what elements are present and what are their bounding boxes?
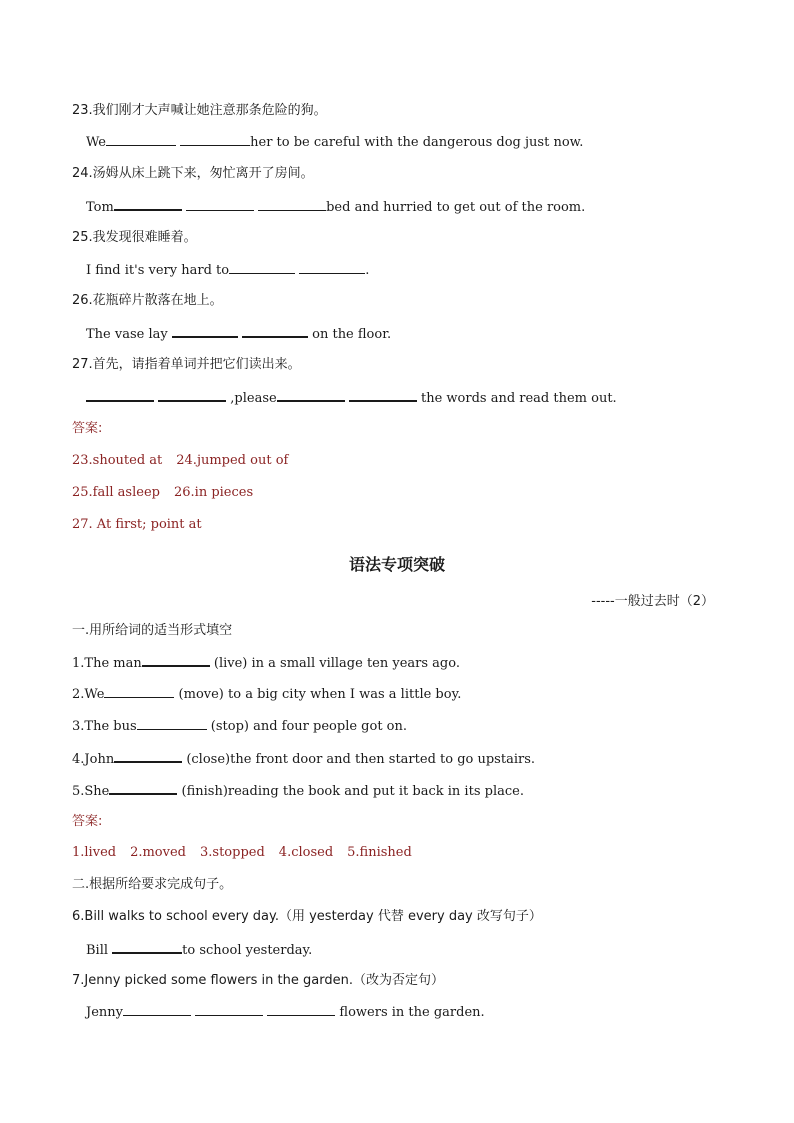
- q25-chinese: 25.我发现很难睡着。: [72, 230, 197, 245]
- q27-blank-4[interactable]: [349, 388, 417, 402]
- item-5-blank[interactable]: [109, 781, 177, 795]
- q23-blank-1[interactable]: [106, 133, 176, 146]
- q26-blank-2[interactable]: [242, 324, 308, 338]
- q26-chinese: 26.花瓶碎片散落在地上。: [72, 293, 223, 308]
- answers-row-2: [72, 484, 253, 502]
- q24-chinese: 24.汤姆从床上跳下来，匆忙离开了房间。: [72, 166, 314, 181]
- q6-english: Bill to school yesterday.: [86, 940, 312, 960]
- q7-english: Jenny flowers in the garden.: [86, 1005, 485, 1020]
- q7-prompt: 7.Jenny picked some flowers in the garden.（改为否定句）: [72, 973, 444, 988]
- q24-blank-1[interactable]: [114, 197, 182, 211]
- q23-english: We her to be careful with the dangerous dog just now.: [86, 135, 584, 150]
- q27-blank-3[interactable]: [277, 388, 345, 402]
- q6-blank[interactable]: [112, 940, 182, 954]
- q27-blank-2[interactable]: [158, 388, 226, 402]
- answer-26: 26.in pieces: [173, 485, 254, 500]
- q26-english: The vase lay on the floor.: [86, 324, 391, 344]
- item-2-blank[interactable]: [104, 685, 174, 698]
- item-1: 1.The man (live) in a small village ten years ago.: [72, 653, 460, 673]
- answer-27: 27. At first; point at: [72, 517, 202, 532]
- item-2: 2.We (move) to a big city when I was a little boy.: [72, 687, 462, 702]
- q25-blank-2[interactable]: [299, 261, 365, 274]
- answer-1: 1.lived: [72, 845, 117, 860]
- q23-blank-2[interactable]: [180, 133, 250, 146]
- q24-blank-3[interactable]: [258, 198, 326, 211]
- item-4: 4.John (close)the front door and then started to go upstairs.: [72, 749, 535, 769]
- item-1-blank[interactable]: [142, 653, 210, 667]
- q23-chinese: 23.我们刚才大声喊让她注意那条危险的狗。: [72, 103, 327, 118]
- q27-english: ,please the words and read them out.: [86, 388, 617, 408]
- item-3-blank[interactable]: [137, 717, 207, 730]
- answer-2: 2.moved: [130, 845, 186, 860]
- q27-chinese: 27.首先，请指着单词并把它们读出来。: [72, 357, 301, 372]
- q26-blank-1[interactable]: [172, 324, 238, 338]
- q24-blank-2[interactable]: [186, 198, 254, 211]
- part1-heading: 一.用所给词的适当形式填空: [72, 623, 233, 638]
- answer-3: 3.stopped: [200, 845, 265, 860]
- item-5: 5.She (finish)reading the book and put it back in its place.: [72, 781, 524, 801]
- q25-english: I find it's very hard to .: [86, 263, 370, 278]
- section-title: 语法专项突破: [348, 555, 445, 574]
- q24-english: Tom bed and hurried to get out of the room.: [86, 197, 585, 217]
- q6-prompt: 6.Bill walks to school every day.（用 yesterday 代替 every day 改写句子）: [72, 909, 542, 924]
- q7-blank-1[interactable]: [123, 1003, 191, 1016]
- answer-24: 24.jumped out of: [176, 453, 289, 468]
- item-3: 3.The bus (stop) and four people got on.: [72, 719, 408, 734]
- answer-label-1: 答案:: [72, 421, 103, 436]
- q25-blank-1[interactable]: [229, 261, 295, 274]
- answer-5: 5.finished: [347, 845, 412, 860]
- answers-row-1: [72, 452, 288, 470]
- q27-blank-1[interactable]: [86, 388, 154, 402]
- part2-heading: 二.根据所给要求完成句子。: [72, 877, 233, 892]
- answers-row-3: [72, 844, 412, 862]
- answer-4: 4.closed: [278, 845, 334, 860]
- item-4-blank[interactable]: [114, 749, 182, 763]
- section-subtitle: -----一般过去时（2）: [591, 594, 714, 609]
- q7-blank-3[interactable]: [267, 1003, 335, 1016]
- answer-label-2: 答案:: [72, 814, 103, 829]
- q7-blank-2[interactable]: [195, 1003, 263, 1016]
- answer-25: 25.fall asleep: [72, 485, 160, 500]
- answer-23: 23.shouted at: [72, 453, 163, 468]
